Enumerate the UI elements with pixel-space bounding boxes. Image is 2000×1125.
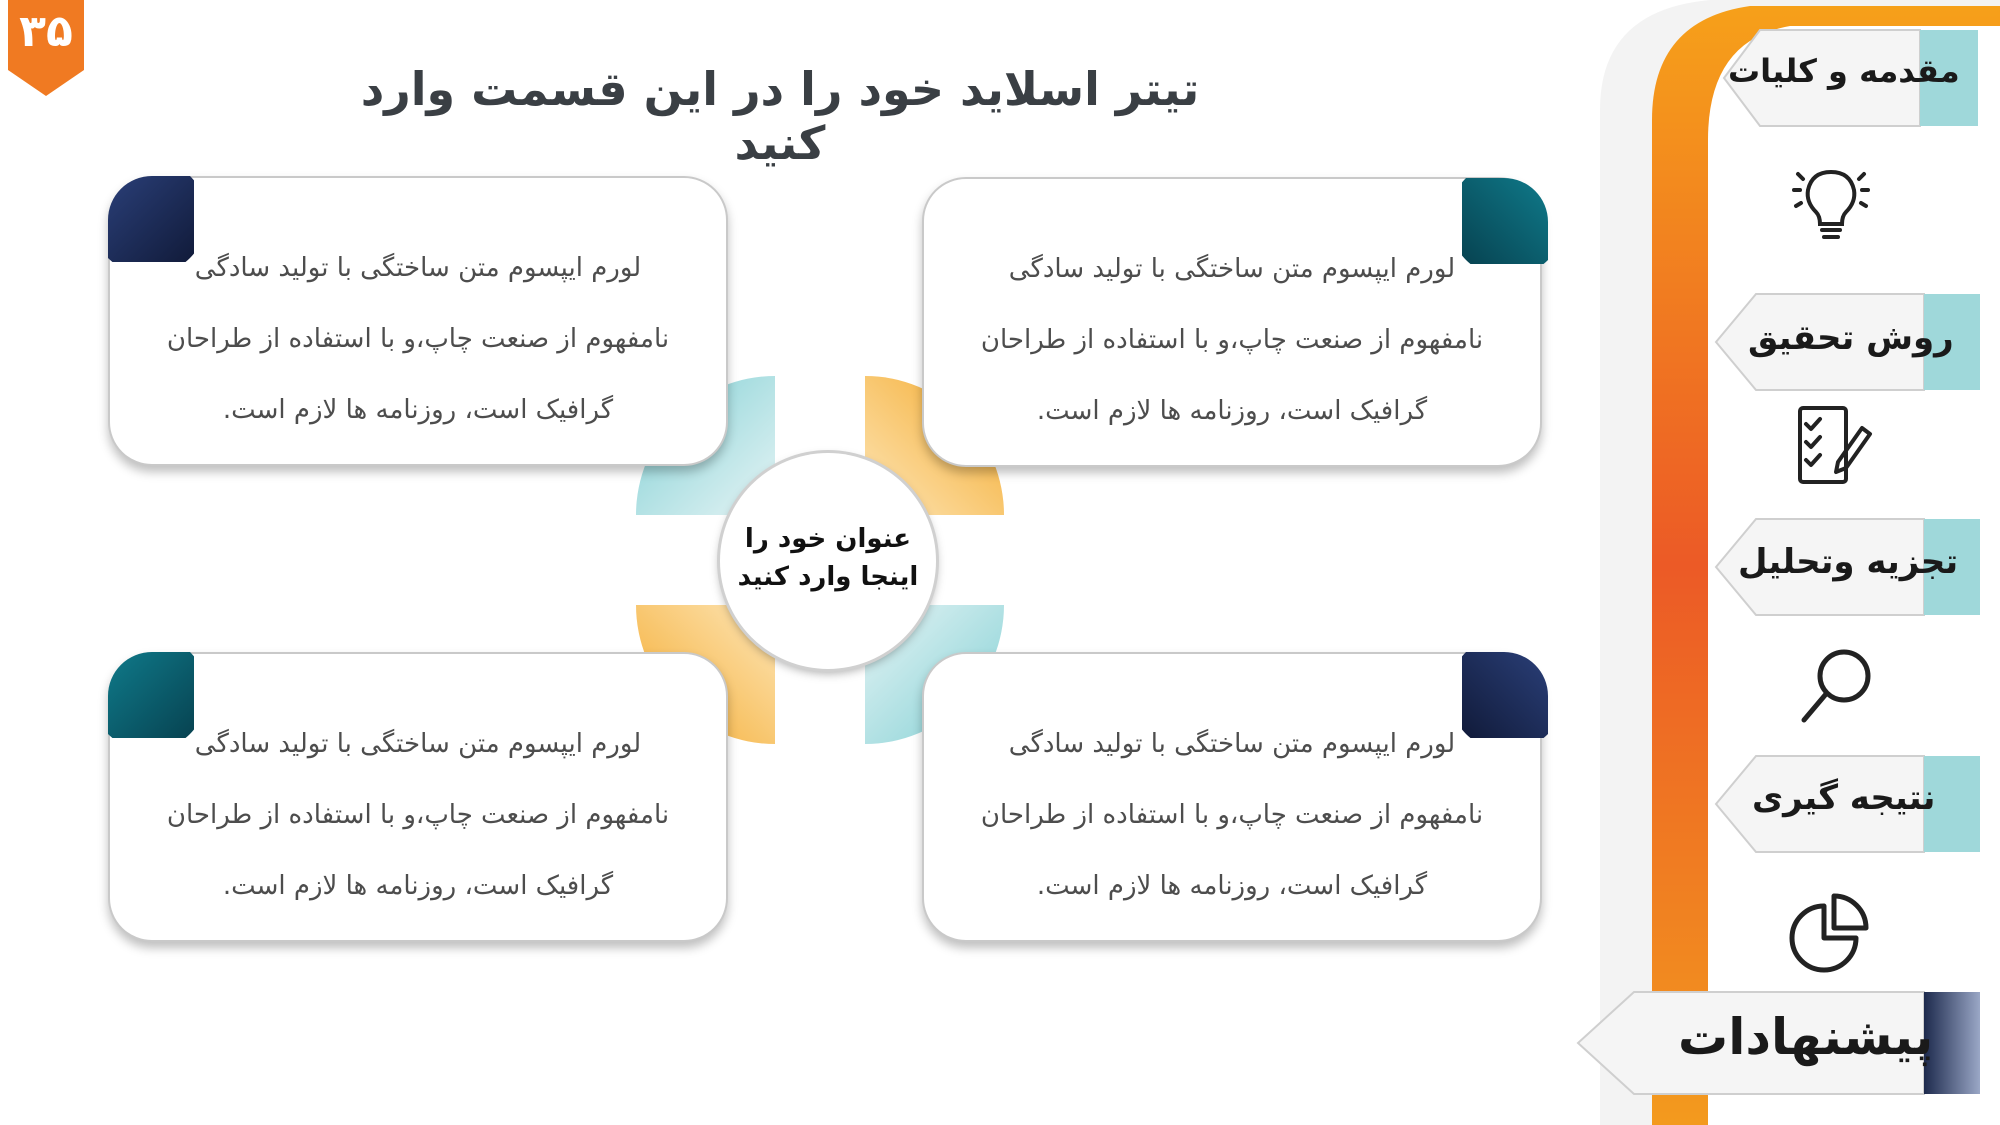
lightbulb-icon xyxy=(1786,160,1876,250)
nav-item-analysis[interactable]: تجزیه وتحلیل xyxy=(1738,542,1959,582)
magnifier-icon xyxy=(1792,642,1882,732)
nav-item-conclusion[interactable]: نتیجه گیری xyxy=(1752,778,1936,818)
content-card-top-right xyxy=(922,177,1542,467)
page-number: ۳۵ xyxy=(19,6,73,57)
card-line: نامفهوم از صنعت چاپ،و با استفاده از طراحان xyxy=(980,800,1484,830)
center-title-line: عنوان خود را xyxy=(744,524,912,554)
card-line: گرافیک است، روزنامه ها لازم است. xyxy=(1036,396,1428,426)
card-line: نامفهوم از صنعت چاپ،و با استفاده از طراحان xyxy=(166,324,670,354)
content-card-bottom-left xyxy=(108,652,728,942)
corner-accent-teal xyxy=(104,648,194,738)
card-text xyxy=(150,233,686,446)
card-line: گرافیک است، روزنامه ها لازم است. xyxy=(222,871,614,901)
checklist-icon xyxy=(1786,402,1876,492)
card-text xyxy=(964,709,1500,922)
pie-chart-icon xyxy=(1786,886,1876,976)
corner-accent-navy xyxy=(1462,648,1552,738)
corner-accent-teal xyxy=(1462,174,1552,264)
nav-item-suggestions[interactable]: پیشنهادات xyxy=(1678,1008,1934,1066)
content-card-bottom-right xyxy=(922,652,1542,942)
card-text xyxy=(150,709,686,922)
center-title-line: اینجا وارد کنید xyxy=(737,562,919,592)
card-line: نامفهوم از صنعت چاپ،و با استفاده از طراحان xyxy=(980,325,1484,355)
corner-accent-navy xyxy=(104,172,194,262)
card-text xyxy=(964,234,1500,447)
card-line: نامفهوم از صنعت چاپ،و با استفاده از طراحان xyxy=(166,800,670,830)
card-line: لورم ایپسوم متن ساختگی با تولید سادگی xyxy=(194,729,642,759)
content-card-top-left xyxy=(108,176,728,466)
nav-item-intro[interactable]: مقدمه و کلیات xyxy=(1728,52,1960,90)
card-line: لورم ایپسوم متن ساختگی با تولید سادگی xyxy=(1008,729,1456,759)
nav-item-method[interactable]: روش تحقیق xyxy=(1748,318,1954,358)
card-line: لورم ایپسوم متن ساختگی با تولید سادگی xyxy=(194,253,642,283)
center-title xyxy=(720,520,936,596)
card-line: گرافیک است، روزنامه ها لازم است. xyxy=(222,395,614,425)
card-line: گرافیک است، روزنامه ها لازم است. xyxy=(1036,871,1428,901)
card-line: لورم ایپسوم متن ساختگی با تولید سادگی xyxy=(1008,254,1456,284)
slide-title: تیتر اسلاید خود را در این قسمت وارد کنید xyxy=(360,62,1200,170)
